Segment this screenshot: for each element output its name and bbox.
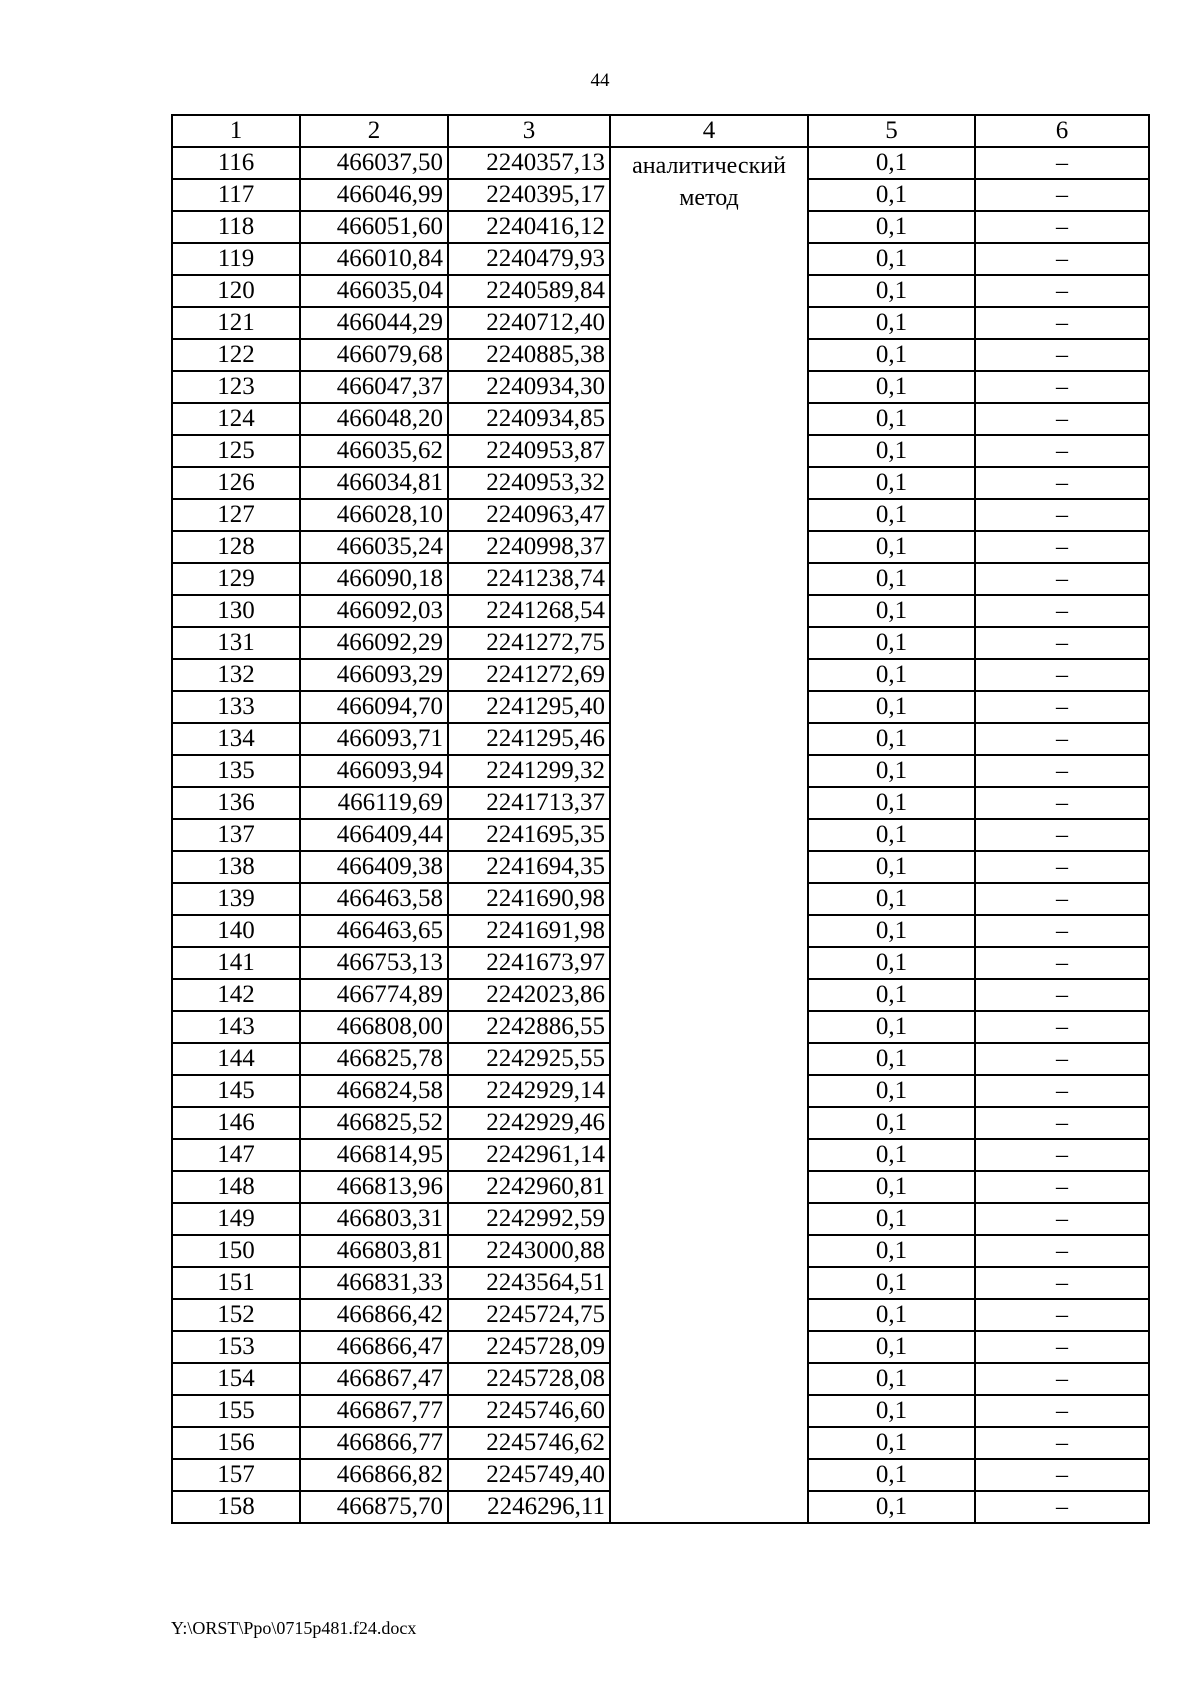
coordinate-x-cell: 466409,44	[300, 819, 448, 851]
coordinate-y-cell: 2240885,38	[448, 339, 610, 371]
point-number-cell: 130	[172, 595, 300, 627]
coordinate-x-cell: 466051,60	[300, 211, 448, 243]
coordinate-y-cell: 2240589,84	[448, 275, 610, 307]
coordinate-x-cell: 466094,70	[300, 691, 448, 723]
point-number-cell: 136	[172, 787, 300, 819]
coordinate-y-cell: 2241673,97	[448, 947, 610, 979]
point-number-cell: 129	[172, 563, 300, 595]
accuracy-cell: 0,1	[808, 499, 975, 531]
coordinate-x-cell: 466092,29	[300, 627, 448, 659]
point-number-cell: 140	[172, 915, 300, 947]
point-number-cell: 139	[172, 883, 300, 915]
table-row	[172, 147, 1149, 179]
coordinate-y-cell: 2245749,40	[448, 1459, 610, 1491]
point-number-cell: 142	[172, 979, 300, 1011]
point-number-cell: 157	[172, 1459, 300, 1491]
table-body	[172, 147, 1149, 1523]
point-number-cell: 128	[172, 531, 300, 563]
coordinate-x-cell: 466044,29	[300, 307, 448, 339]
point-number-cell: 132	[172, 659, 300, 691]
method-cell: аналитический метод	[610, 147, 808, 1523]
accuracy-cell: 0,1	[808, 403, 975, 435]
accuracy-cell: 0,1	[808, 787, 975, 819]
note-cell: –	[975, 1491, 1149, 1523]
point-number-cell: 144	[172, 1043, 300, 1075]
note-cell: –	[975, 435, 1149, 467]
coordinate-x-cell: 466047,37	[300, 371, 448, 403]
coordinate-y-cell: 2241713,37	[448, 787, 610, 819]
coordinate-x-cell: 466825,52	[300, 1107, 448, 1139]
note-cell: –	[975, 147, 1149, 179]
point-number-cell: 135	[172, 755, 300, 787]
accuracy-cell: 0,1	[808, 1203, 975, 1235]
coordinate-y-cell: 2241268,54	[448, 595, 610, 627]
note-cell: –	[975, 1363, 1149, 1395]
note-cell: –	[975, 1075, 1149, 1107]
coordinate-x-cell: 466463,65	[300, 915, 448, 947]
coordinate-x-cell: 466090,18	[300, 563, 448, 595]
note-cell: –	[975, 595, 1149, 627]
note-cell: –	[975, 467, 1149, 499]
accuracy-cell: 0,1	[808, 467, 975, 499]
coordinate-x-cell: 466866,77	[300, 1427, 448, 1459]
note-cell: –	[975, 243, 1149, 275]
accuracy-cell: 0,1	[808, 723, 975, 755]
accuracy-cell: 0,1	[808, 627, 975, 659]
coordinate-y-cell: 2241295,46	[448, 723, 610, 755]
coordinate-x-cell: 466866,42	[300, 1299, 448, 1331]
point-number-cell: 151	[172, 1267, 300, 1299]
note-cell: –	[975, 1235, 1149, 1267]
accuracy-cell: 0,1	[808, 915, 975, 947]
coordinate-x-cell: 466774,89	[300, 979, 448, 1011]
coordinate-y-cell: 2245728,08	[448, 1363, 610, 1395]
coordinate-y-cell: 2242961,14	[448, 1139, 610, 1171]
note-cell: –	[975, 787, 1149, 819]
coordinate-y-cell: 2240953,87	[448, 435, 610, 467]
coordinate-x-cell: 466753,13	[300, 947, 448, 979]
accuracy-cell: 0,1	[808, 307, 975, 339]
coordinate-y-cell: 2241272,69	[448, 659, 610, 691]
accuracy-cell: 0,1	[808, 1331, 975, 1363]
note-cell: –	[975, 1331, 1149, 1363]
note-cell: –	[975, 755, 1149, 787]
note-cell: –	[975, 1203, 1149, 1235]
point-number-cell: 150	[172, 1235, 300, 1267]
coordinate-y-cell: 2242023,86	[448, 979, 610, 1011]
header-col-4: 4	[610, 115, 808, 147]
coordinate-x-cell: 466866,47	[300, 1331, 448, 1363]
point-number-cell: 156	[172, 1427, 300, 1459]
header-col-6: 6	[975, 115, 1149, 147]
coordinate-y-cell: 2240416,12	[448, 211, 610, 243]
point-number-cell: 149	[172, 1203, 300, 1235]
header-col-5: 5	[808, 115, 975, 147]
coordinate-x-cell: 466093,29	[300, 659, 448, 691]
point-number-cell: 126	[172, 467, 300, 499]
note-cell: –	[975, 851, 1149, 883]
note-cell: –	[975, 819, 1149, 851]
coordinate-y-cell: 2241694,35	[448, 851, 610, 883]
note-cell: –	[975, 947, 1149, 979]
coordinate-y-cell: 2240998,37	[448, 531, 610, 563]
coordinate-y-cell: 2240712,40	[448, 307, 610, 339]
accuracy-cell: 0,1	[808, 851, 975, 883]
point-number-cell: 141	[172, 947, 300, 979]
note-cell: –	[975, 1427, 1149, 1459]
coordinate-x-cell: 466034,81	[300, 467, 448, 499]
note-cell: –	[975, 659, 1149, 691]
accuracy-cell: 0,1	[808, 275, 975, 307]
coordinate-y-cell: 2243564,51	[448, 1267, 610, 1299]
point-number-cell: 137	[172, 819, 300, 851]
accuracy-cell: 0,1	[808, 147, 975, 179]
coordinate-x-cell: 466010,84	[300, 243, 448, 275]
coordinate-y-cell: 2242886,55	[448, 1011, 610, 1043]
point-number-cell: 117	[172, 179, 300, 211]
note-cell: –	[975, 275, 1149, 307]
point-number-cell: 158	[172, 1491, 300, 1523]
point-number-cell: 127	[172, 499, 300, 531]
accuracy-cell: 0,1	[808, 179, 975, 211]
coordinate-x-cell: 466079,68	[300, 339, 448, 371]
note-cell: –	[975, 499, 1149, 531]
point-number-cell: 131	[172, 627, 300, 659]
note-cell: –	[975, 1107, 1149, 1139]
accuracy-cell: 0,1	[808, 1299, 975, 1331]
point-number-cell: 134	[172, 723, 300, 755]
note-cell: –	[975, 883, 1149, 915]
coordinate-x-cell: 466866,82	[300, 1459, 448, 1491]
coordinate-y-cell: 2245746,60	[448, 1395, 610, 1427]
coordinate-x-cell: 466035,24	[300, 531, 448, 563]
note-cell: –	[975, 691, 1149, 723]
point-number-cell: 147	[172, 1139, 300, 1171]
note-cell: –	[975, 563, 1149, 595]
coordinate-y-cell: 2241695,35	[448, 819, 610, 851]
coordinate-y-cell: 2241691,98	[448, 915, 610, 947]
accuracy-cell: 0,1	[808, 1043, 975, 1075]
note-cell: –	[975, 979, 1149, 1011]
header-col-1: 1	[172, 115, 300, 147]
coordinate-x-cell: 466037,50	[300, 147, 448, 179]
accuracy-cell: 0,1	[808, 435, 975, 467]
note-cell: –	[975, 1171, 1149, 1203]
note-cell: –	[975, 1459, 1149, 1491]
coordinate-x-cell: 466813,96	[300, 1171, 448, 1203]
accuracy-cell: 0,1	[808, 755, 975, 787]
header-col-2: 2	[300, 115, 448, 147]
accuracy-cell: 0,1	[808, 691, 975, 723]
accuracy-cell: 0,1	[808, 595, 975, 627]
accuracy-cell: 0,1	[808, 947, 975, 979]
accuracy-cell: 0,1	[808, 659, 975, 691]
coordinate-x-cell: 466092,03	[300, 595, 448, 627]
accuracy-cell: 0,1	[808, 1171, 975, 1203]
accuracy-cell: 0,1	[808, 243, 975, 275]
coordinate-y-cell: 2241272,75	[448, 627, 610, 659]
accuracy-cell: 0,1	[808, 339, 975, 371]
coordinate-y-cell: 2241299,32	[448, 755, 610, 787]
page-number: 44	[590, 70, 610, 91]
note-cell: –	[975, 627, 1149, 659]
coordinate-x-cell: 466035,62	[300, 435, 448, 467]
coordinate-y-cell: 2246296,11	[448, 1491, 610, 1523]
coordinate-y-cell: 2245724,75	[448, 1299, 610, 1331]
coordinate-x-cell: 466831,33	[300, 1267, 448, 1299]
note-cell: –	[975, 1011, 1149, 1043]
coordinate-x-cell: 466803,81	[300, 1235, 448, 1267]
coordinate-y-cell: 2243000,88	[448, 1235, 610, 1267]
note-cell: –	[975, 723, 1149, 755]
point-number-cell: 152	[172, 1299, 300, 1331]
coordinate-y-cell: 2242992,59	[448, 1203, 610, 1235]
coordinate-y-cell: 2245728,09	[448, 1331, 610, 1363]
accuracy-cell: 0,1	[808, 371, 975, 403]
coordinate-x-cell: 466028,10	[300, 499, 448, 531]
coordinate-x-cell: 466867,77	[300, 1395, 448, 1427]
accuracy-cell: 0,1	[808, 1011, 975, 1043]
coordinate-x-cell: 466808,00	[300, 1011, 448, 1043]
coordinate-x-cell: 466119,69	[300, 787, 448, 819]
note-cell: –	[975, 531, 1149, 563]
accuracy-cell: 0,1	[808, 563, 975, 595]
coordinate-x-cell: 466046,99	[300, 179, 448, 211]
coordinate-x-cell: 466409,38	[300, 851, 448, 883]
accuracy-cell: 0,1	[808, 1075, 975, 1107]
note-cell: –	[975, 307, 1149, 339]
note-cell: –	[975, 915, 1149, 947]
point-number-cell: 118	[172, 211, 300, 243]
accuracy-cell: 0,1	[808, 1363, 975, 1395]
accuracy-cell: 0,1	[808, 1235, 975, 1267]
point-number-cell: 121	[172, 307, 300, 339]
point-number-cell: 133	[172, 691, 300, 723]
note-cell: –	[975, 1139, 1149, 1171]
point-number-cell: 148	[172, 1171, 300, 1203]
coordinate-y-cell: 2242925,55	[448, 1043, 610, 1075]
accuracy-cell: 0,1	[808, 1267, 975, 1299]
coordinate-x-cell: 466803,31	[300, 1203, 448, 1235]
coordinate-x-cell: 466048,20	[300, 403, 448, 435]
header-col-3: 3	[448, 115, 610, 147]
note-cell: –	[975, 1267, 1149, 1299]
accuracy-cell: 0,1	[808, 819, 975, 851]
coordinate-y-cell: 2242929,46	[448, 1107, 610, 1139]
accuracy-cell: 0,1	[808, 211, 975, 243]
point-number-cell: 122	[172, 339, 300, 371]
accuracy-cell: 0,1	[808, 531, 975, 563]
accuracy-cell: 0,1	[808, 1491, 975, 1523]
point-number-cell: 154	[172, 1363, 300, 1395]
coordinate-x-cell: 466867,47	[300, 1363, 448, 1395]
point-number-cell: 155	[172, 1395, 300, 1427]
coordinate-x-cell: 466093,94	[300, 755, 448, 787]
coordinate-x-cell: 466824,58	[300, 1075, 448, 1107]
note-cell: –	[975, 1299, 1149, 1331]
coordinate-x-cell: 466035,04	[300, 275, 448, 307]
point-number-cell: 143	[172, 1011, 300, 1043]
point-number-cell: 153	[172, 1331, 300, 1363]
note-cell: –	[975, 211, 1149, 243]
coordinate-y-cell: 2245746,62	[448, 1427, 610, 1459]
coordinate-y-cell: 2240357,13	[448, 147, 610, 179]
point-number-cell: 120	[172, 275, 300, 307]
note-cell: –	[975, 1395, 1149, 1427]
accuracy-cell: 0,1	[808, 1139, 975, 1171]
point-number-cell: 125	[172, 435, 300, 467]
accuracy-cell: 0,1	[808, 1459, 975, 1491]
coordinates-table	[171, 114, 1150, 1524]
coordinate-y-cell: 2240953,32	[448, 467, 610, 499]
note-cell: –	[975, 371, 1149, 403]
point-number-cell: 116	[172, 147, 300, 179]
coordinate-y-cell: 2240395,17	[448, 179, 610, 211]
accuracy-cell: 0,1	[808, 1107, 975, 1139]
coordinate-x-cell: 466093,71	[300, 723, 448, 755]
accuracy-cell: 0,1	[808, 979, 975, 1011]
note-cell: –	[975, 339, 1149, 371]
coordinate-x-cell: 466875,70	[300, 1491, 448, 1523]
coordinate-y-cell: 2241238,74	[448, 563, 610, 595]
accuracy-cell: 0,1	[808, 1427, 975, 1459]
coordinate-y-cell: 2241690,98	[448, 883, 610, 915]
point-number-cell: 124	[172, 403, 300, 435]
accuracy-cell: 0,1	[808, 1395, 975, 1427]
point-number-cell: 138	[172, 851, 300, 883]
point-number-cell: 145	[172, 1075, 300, 1107]
coordinate-y-cell: 2240934,30	[448, 371, 610, 403]
coordinate-y-cell: 2241295,40	[448, 691, 610, 723]
coordinate-y-cell: 2240963,47	[448, 499, 610, 531]
table-header-row	[172, 115, 1149, 147]
coordinate-y-cell: 2240934,85	[448, 403, 610, 435]
note-cell: –	[975, 1043, 1149, 1075]
coordinate-x-cell: 466463,58	[300, 883, 448, 915]
coordinate-y-cell: 2242960,81	[448, 1171, 610, 1203]
footer-file-path: Y:\ORST\Ppo\0715p481.f24.docx	[171, 1618, 417, 1638]
coordinate-x-cell: 466814,95	[300, 1139, 448, 1171]
coordinate-x-cell: 466825,78	[300, 1043, 448, 1075]
point-number-cell: 119	[172, 243, 300, 275]
point-number-cell: 123	[172, 371, 300, 403]
accuracy-cell: 0,1	[808, 883, 975, 915]
note-cell: –	[975, 179, 1149, 211]
point-number-cell: 146	[172, 1107, 300, 1139]
coordinate-y-cell: 2240479,93	[448, 243, 610, 275]
coordinate-y-cell: 2242929,14	[448, 1075, 610, 1107]
note-cell: –	[975, 403, 1149, 435]
